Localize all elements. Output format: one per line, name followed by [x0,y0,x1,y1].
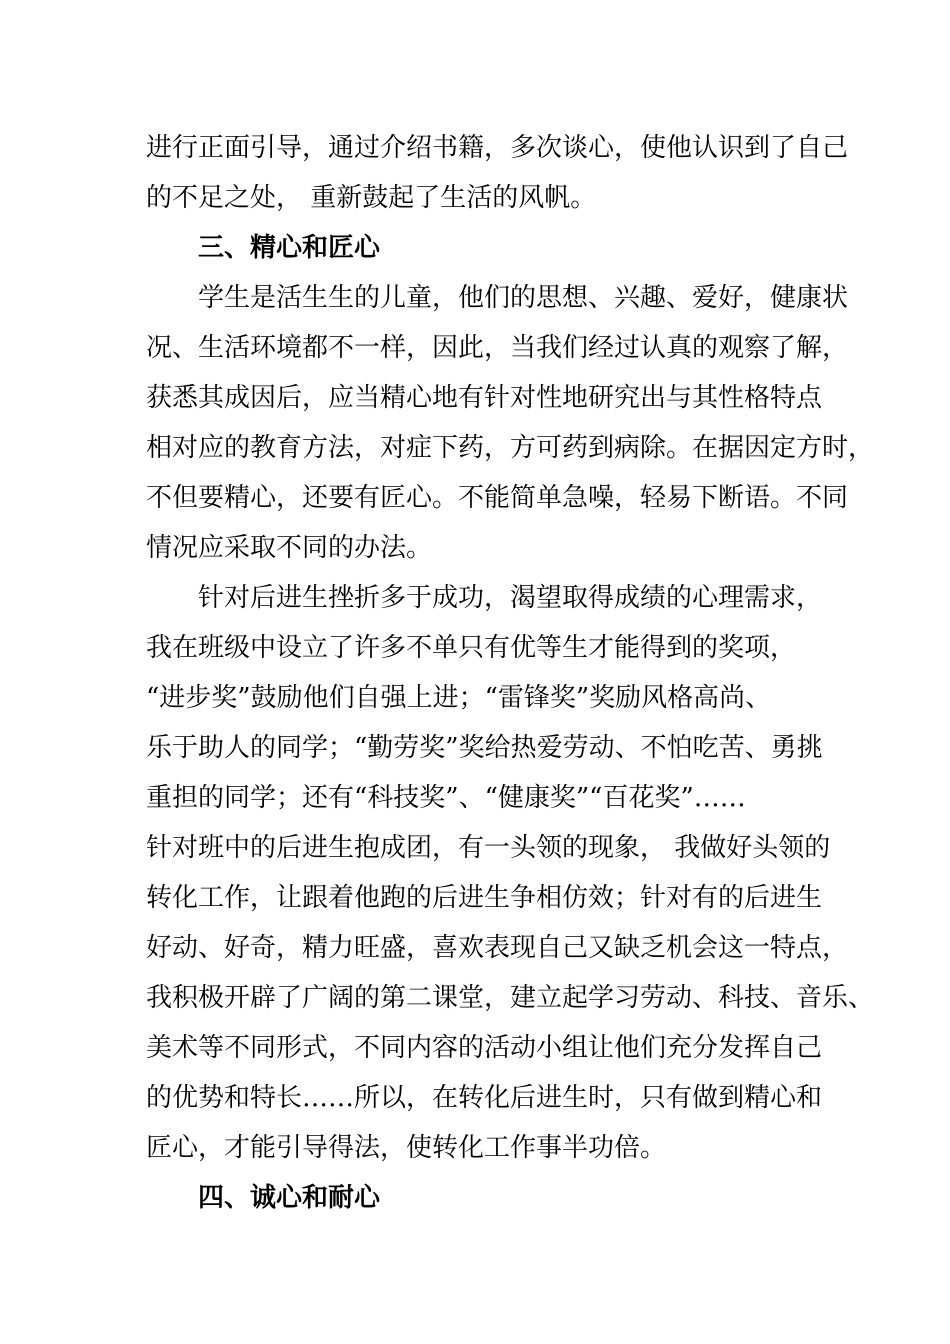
paragraph-line: 针对班中的后进生抱成团，有一头领的现象， 我做好头领的 [146,833,831,863]
paragraph-line: 学生是活生生的儿童，他们的思想、兴趣、爱好，健康状 [198,283,849,313]
paragraph-line: 好动、好奇，精力旺盛，喜欢表现自己又缺乏机会这一特点， [146,933,849,963]
paragraph-line: 况、生活环境都不一样，因此，当我们经过认真的观察了解， [146,333,849,363]
paragraph-line: 相对应的教育方法，对症下药，方可药到病除。在据因定方时， [146,433,875,463]
paragraph-line: 乐于助人的同学；“勤劳奖”奖给热爱劳动、不怕吃苦、勇挑 [146,733,823,763]
paragraph-line: 重担的同学；还有“科技奖”、“健康奖”“百花奖”…… [146,783,746,813]
paragraph-line: 针对后进生挫折多于成功，渴望取得成绩的心理需求， [198,583,823,613]
paragraph-line: 的不足之处， 重新鼓起了生活的风帆。 [146,183,597,213]
paragraph-line: 转化工作，让跟着他跑的后进生争相仿效；针对有的后进生 [146,883,823,913]
paragraph-line: 情况应采取不同的办法。 [146,533,433,563]
paragraph-line: 不但要精心，还要有匠心。不能简单急噪，轻易下断语。不同 [146,483,849,513]
paragraph-line: “进步奖”鼓励他们自强上进；“雷锋奖”奖励风格高尚、 [146,683,772,713]
paragraph-line: 获悉其成因后，应当精心地有针对性地研究出与其性格特点 [146,383,823,413]
section-heading-3: 三、精心和匠心 [198,233,381,263]
paragraph-line: 匠心，才能引导得法，使转化工作事半功倍。 [146,1133,667,1163]
paragraph-line: 的优势和特长……所以，在转化后进生时，只有做到精心和 [146,1083,823,1113]
paragraph-line: 进行正面引导，通过介绍书籍，多次谈心，使他认识到了自己 [146,133,849,163]
section-heading-4: 四、诚心和耐心 [198,1183,381,1213]
paragraph-line: 我积极开辟了广阔的第二课堂，建立起学习劳动、科技、音乐、 [146,983,875,1013]
paragraph-line: 美术等不同形式，不同内容的活动小组让他们充分发挥自己 [146,1033,823,1063]
paragraph-line: 我在班级中设立了许多不单只有优等生才能得到的奖项， [146,633,797,663]
